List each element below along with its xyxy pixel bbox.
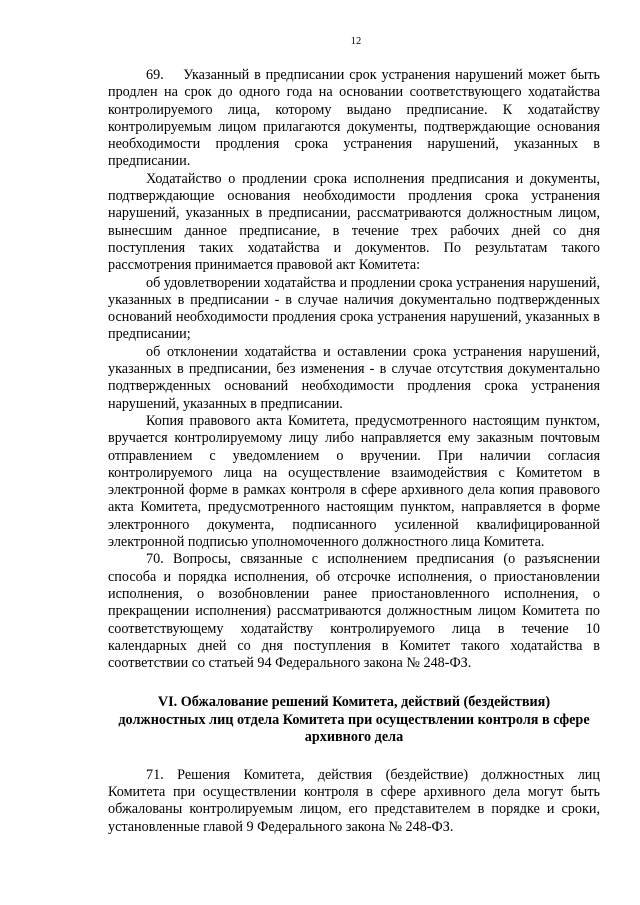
page-number: 12: [350, 36, 362, 47]
body-before-heading: [108, 67, 600, 672]
paragraph-71: 71. Решения Комитета, действия (бездействие) должностных лиц Комитета при осуществлении контроля в сфере архивного дела могут быть обжалованы контролируемым лицом, его представителем в порядке и сроки, установленные главой 9 Федерального закона № 248-ФЗ.: [108, 766, 600, 835]
paragraph-69: 69. Указанный в предписании срок устранения нарушений может быть продлен на срок до одного года на основании соответствующего ходатайства контролируемого лица, которому выдано предписание. К ходатайству контролируемым лицом прилагаются документы, подтверждающие основания необходимости продления срока устранения нарушений, указанных в предписании.: [108, 67, 600, 170]
paragraph-rejection-option: об отклонении ходатайства и оставлении срока устранения нарушений, указанных в предписании, без изменения - в случае отсутствия документально подтвержденных оснований необходимости продления срока устранения нарушений, указанных в предписании.: [108, 343, 600, 412]
paragraph-petition-review: Ходатайство о продлении срока исполнения предписания и документы, подтверждающие основания необходимости продления срока устранения нарушений, указанных в предписании, рассматриваются должностным лицом, вынесшим данное предписание, в течение трех рабочих дней со дня поступления таких ходатайства и документов. По результатам такого рассмотрения принимается правовой акт Комитета:: [108, 170, 600, 274]
paragraph-copy-delivery: Копия правового акта Комитета, предусмотренного настоящим пунктом, вручается контролируемому лицу либо направляется ему заказным почтовым отправлением с уведомлением о вручении. При наличии согласия контролируемого лица на осуществление взаимодействия с Комитетом в электронной форме в рамках контроля в сфере архивного дела копия правового акта Комитета, предусмотренного настоящим пунктом, направляется в форме электронного документа, подписанного усиленной квалифицированной электронной подписью уполномоченного должностного лица Комитета.: [108, 412, 600, 551]
section-heading: VI. Обжалование решений Комитета, действий (бездействия) должностных лиц отдела Комитета при осуществлении контроля в сфере архивного дела: [118, 694, 590, 746]
body-after-heading: [108, 767, 600, 836]
paragraph-approval-option: об удовлетворении ходатайства и продлении срока устранения нарушений, указанных в предписании - в случае наличия документально подтвержденных оснований необходимости продления срока устранения нарушений, указанных в предписании;: [108, 274, 600, 343]
paragraph-70: 70. Вопросы, связанные с исполнением предписания (о разъяснении способа и порядка исполнения, об отсрочке исполнения, о приостановлении исполнения, о возобновлении ранее приостановленного исполнения, о прекращении исполнения) рассматриваются должностным лицом Комитета по соответствующему ходатайству контролируемого лица в течение 10 календарных дней со дня поступления в Комитет такого ходатайства в соответствии со статьей 94 Федерального закона № 248-ФЗ.: [108, 551, 600, 672]
